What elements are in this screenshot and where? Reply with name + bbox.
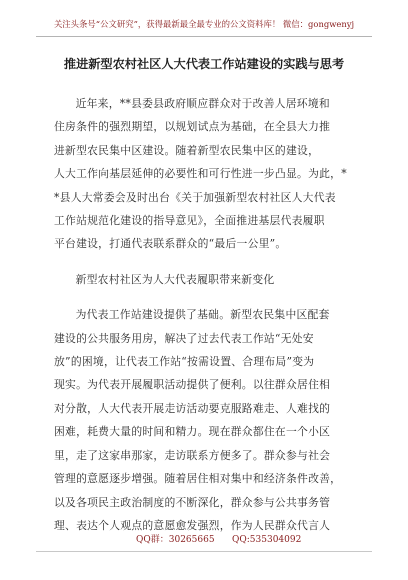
paragraph-line: 为代表工作站建设提供了基础。新型农民集中区配套 — [75, 308, 330, 322]
page-title: 推进新型农村社区人大代表工作站建设的实践与思考 — [63, 57, 345, 71]
header-banner: 关注头条号“公文研究”，获得最新最全最专业的公文资料库！ 微信：gongwenyj — [53, 19, 355, 29]
paragraph-line: 工作站规范化建设的指导意见》，全面推进基层代表履职 — [54, 214, 325, 228]
paragraph-line: 近年来，**县委县政府顺应群众对于改善人居环境和 — [75, 97, 330, 110]
paragraph-line: 放”的困境，让代表工作站“按需设置、合理布局”变为 — [54, 355, 315, 369]
paragraph-line: 理、表达个人观点的意愿愈发强烈，作为人民群众代言人 — [54, 518, 331, 532]
paragraph-line: 进新型农民集中区建设。随着新型农民集中区的建设， — [54, 143, 320, 157]
footer-qq-group: QQ群：30265665 — [136, 535, 215, 545]
paragraph-line: 住房条件的强烈期望，以规划试点为基础，在全县大力推 — [54, 120, 331, 134]
paragraph-intro — [54, 92, 354, 256]
paragraph-line: 建设的公共服务用房，解决了过去代表工作站“无处安 — [54, 331, 314, 345]
paragraph-line: 人大工作向基层延伸的必要性和可行性进一步凸显。为此，* — [54, 167, 347, 181]
paragraph-line: 以及各项民主政治制度的不断深化，群众参与公共事务管 — [54, 495, 331, 509]
paragraph-line: *县人大常委会及时出台《关于加强新型农村社区人大代表 — [54, 190, 336, 204]
paragraph-line: 对分散，人大代表开展走访活动要克服路难走、人难找的 — [54, 401, 331, 415]
page-footer — [36, 532, 372, 548]
paragraph-line: 管理的意愿逐步增强。随着居住相对集中和经济条件改善， — [54, 472, 342, 486]
paragraph-line: 困难，耗费大量的时间和精力。现在群众都住在一个小区 — [54, 425, 331, 439]
footer-divider — [36, 551, 372, 552]
paragraph-line: 现实。为代表开展履职活动提供了便利。以往群众居住相 — [54, 378, 331, 392]
footer-qq: QQ:535304092 — [232, 535, 302, 545]
document-body — [54, 92, 354, 537]
paragraph-line: 平台建设，打通代表联系群众的“最后一公里”。 — [54, 237, 287, 251]
paragraph-line: 里，走了这家串那家，走访联系方便多了。群众参与社会 — [54, 448, 331, 462]
header-divider — [36, 36, 372, 37]
section-heading: 新型农村社区为人大代表履职带来新变化 — [75, 272, 275, 286]
paragraph-changes — [54, 303, 354, 537]
